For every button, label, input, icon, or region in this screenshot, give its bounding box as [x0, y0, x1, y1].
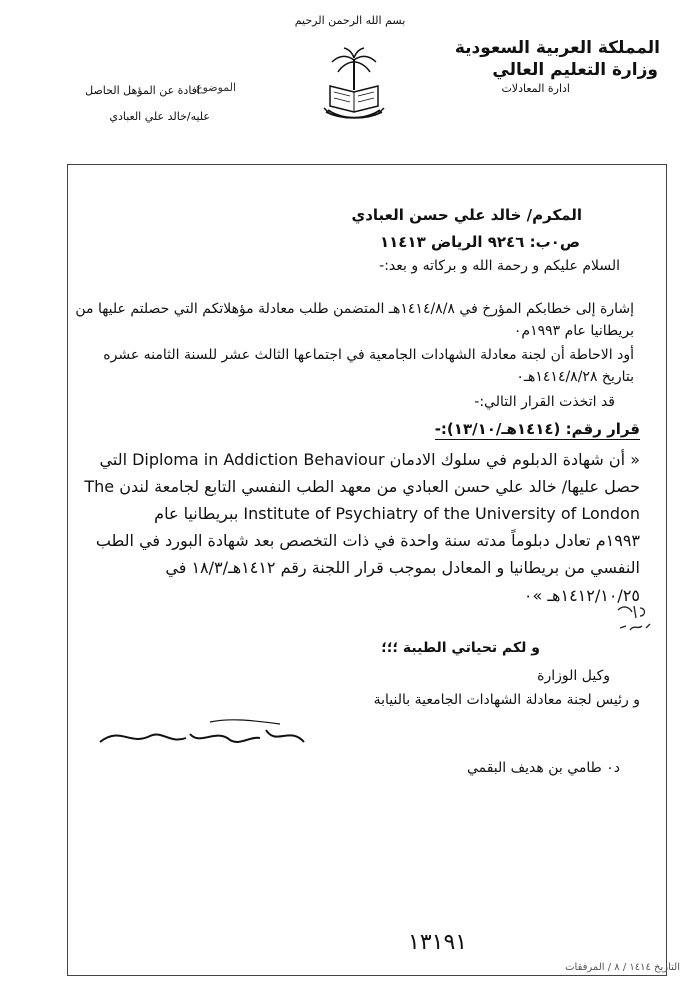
- decision-line: ١٩٩٣م تعادل دبلوماً مدته سنة واحدة في ذات التخصص بعد شهادة البورد في الطب: [95, 531, 640, 550]
- handwritten-note-icon: [610, 600, 660, 640]
- committee-title: و رئيس لجنة معادلة الشهادات الجامعية بالنيابة: [373, 692, 640, 708]
- decision-english-text: The: [84, 477, 115, 496]
- subject-reference: عليه/خالد علي العبادي: [109, 110, 210, 123]
- decision-text: ببريطانيا عام: [154, 504, 239, 523]
- decision-text: التي: [99, 450, 128, 469]
- decision-line: [60, 475, 640, 499]
- decision-line: [60, 448, 640, 472]
- paragraph-committee: أود الاحاطة أن لجنة معادلة الشهادات الجامعية في اجتماعها الثالث عشر للسنة الثامنه عشره بتاريخ ١٤١٤/٨/٢٨هـ٠: [103, 347, 634, 385]
- paragraph-reference: إشارة إلى خطابكم المؤرخ في ١٤١٤/٨/٨هـ المتضمن طلب معادلة مؤهلاتكم التي حصلتم عليها من بريطانيا عام ١٩٩٣م٠: [75, 301, 634, 339]
- ministry-name: وزارة التعليم العالي: [492, 60, 658, 80]
- decision-english-text: Diploma in Addiction Behaviour: [132, 450, 385, 469]
- signature-icon: [90, 716, 330, 756]
- greeting: السلام عليكم و رحمة الله و بركاته و بعد:-: [379, 258, 620, 274]
- po-box: ص٠ب: ٩٢٤٦ الرياض ١١٤١٣: [379, 233, 580, 251]
- kingdom-name: المملكة العربية السعودية: [454, 38, 660, 58]
- subject-label: الموضوع: [196, 81, 237, 94]
- subject-value: افادة عن المؤهل الحاصل: [85, 84, 200, 97]
- decision-text: « أن شهادة الدبلوم في سلوك الادمان: [389, 450, 640, 469]
- decision-line: ١٤١٢/١٠/٢٥هـ »٠: [523, 586, 640, 605]
- bottom-margin-text: التاريخ ١٤١٤ / ٨ / المرفقات: [565, 962, 680, 973]
- decision-line: [60, 502, 640, 526]
- decision-number: قرار رقم: (١٤١٤هـ/١٣/١٠):-: [434, 420, 640, 438]
- decision-line: النفسي من بريطانيا و المعادل بموجب قرار اللجنة رقم ١٤١٢هـ/١٨/٣ في: [165, 558, 640, 577]
- saudi-emblem-icon: [318, 46, 390, 128]
- decision-intro: قد اتخذت القرار التالي:-: [474, 394, 615, 410]
- signatory-name: د٠ طامي بن هديف البقمي: [466, 760, 620, 776]
- stamp-number: ١٣١٩١: [408, 930, 468, 955]
- signatory-title: وكيل الوزارة: [537, 668, 610, 684]
- department-name: ادارة المعادلات: [501, 82, 570, 95]
- basmala: بسم الله الرحمن الرحيم: [294, 14, 406, 27]
- addressee: المكرم/ خالد علي حسن العبادي: [351, 206, 582, 224]
- decision-english-text: Institute of Psychiatry of the University of London: [243, 504, 640, 523]
- closing: و لكم تحياتي الطيبة ؛؛؛: [381, 640, 540, 656]
- decision-text: حصل عليها/ خالد علي حسن العبادي من معهد الطب النفسي التابع لجامعة لندن: [119, 477, 640, 496]
